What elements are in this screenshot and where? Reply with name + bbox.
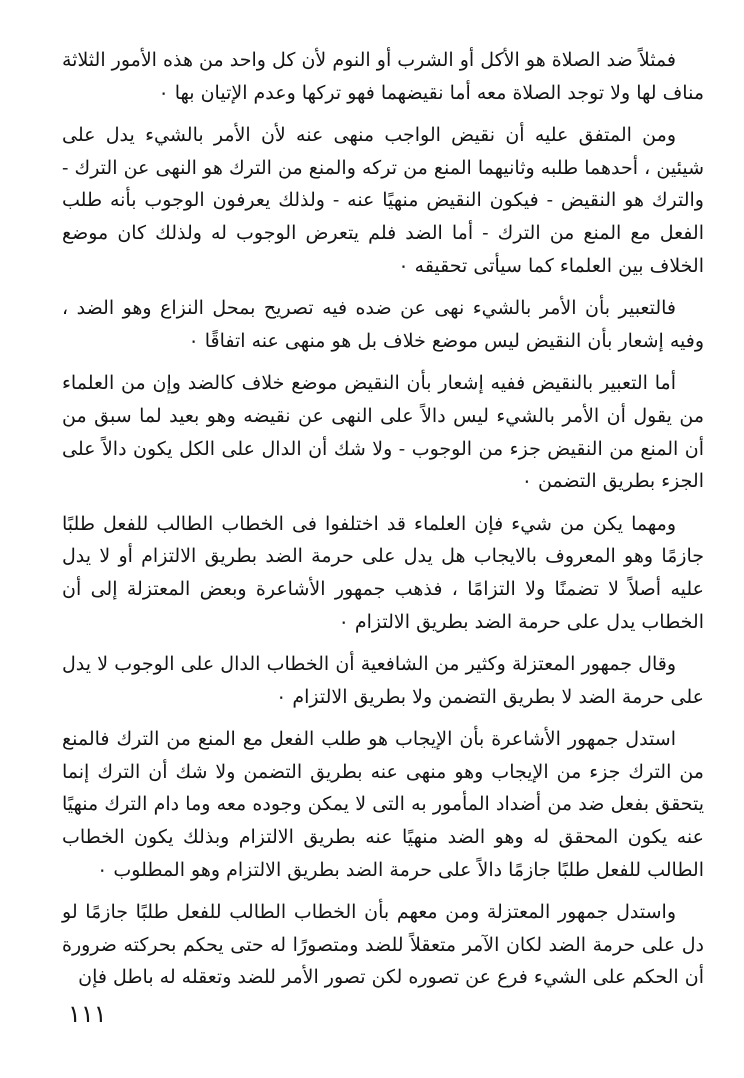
paragraph-1: فمثلاً ضد الصلاة هو الأكل أو الشرب أو النوم لأن كل واحد من هذه الأمور الثلاثة مناف لها ولا توجد الصلاة معه أما نقيضهما فهو تركها وعدم الإتيان بها ٠ [62, 49, 704, 104]
paragraph-4: أما التعبير بالنقيض ففيه إشعار بأن النقيض موضع خلاف كالضد وإن من العلماء من يقول أن الأمر بالشيء ليس دالاً على النهى عن نقيضه وهو بعيد لما سبق من أن المنع من النقيض جزء من الوجوب - ولا شك أن الدال على الكل يكون دالاً على الجزء بطريق التضمن ٠ [62, 372, 704, 493]
paragraph-8: واستدل جمهور المعتزلة ومن معهم بأن الخطاب الطالب للفعل طلبًا جازمًا لو دل على حرمة الضد لكان الآمر متعقلاً للضد ومتصورًا له حتى يحكم بحركته ضرورة أن الحكم على الشيء فرع عن تصوره لكن تصور الأمر للضد وتعقله له باطل فإن [62, 901, 704, 989]
paragraph-6: وقال جمهور المعتزلة وكثير من الشافعية أن الخطاب الدال على الوجوب لا يدل على حرمة الضد لا بطريق التضمن ولا بطريق الالتزام ٠ [62, 653, 704, 708]
paragraph-3: فالتعبير بأن الأمر بالشيء نهى عن ضده فيه تصريح بمحل النزاع وهو الضد ، وفيه إشعار بأن النقيض ليس موضع خلاف بل هو منهى عنه اتفاقًا ٠ [62, 297, 704, 352]
page-number: ١١١ [68, 1000, 107, 1028]
paragraph-5: ومهما يكن من شيء فإن العلماء قد اختلفوا فى الخطاب الطالب للفعل طلبًا جازمًا وهو المعروف بالايجاب هل يدل على حرمة الضد بطريق الالتزام أو لا يدل عليه أصلاً لا تضمنًا ولا التزامًا ، فذهب جمهور الأشاعرة وبعض المعتزلة إلى أن الخطاب يدل على حرمة الضد بطريق الالتزام ٠ [62, 512, 704, 633]
paragraph-2: ومن المتفق عليه أن نقيض الواجب منهى عنه لأن الأمر بالشيء يدل على شيئين ، أحدهما طلبه وثانيهما المنع من تركه والمنع من الترك هو النهى عن الترك - والترك هو النقيض - فيكون النقيض منهيًا عنه - ولذلك يعرفون الوجوب بأنه طلب الفعل مع المنع من الترك - أما الضد فلم يتعرض الوجوب له ولذلك كان موضع الخلاف بين العلماء كما سيأتى تحقيقه ٠ [62, 124, 704, 277]
page-body [62, 44, 704, 1004]
paragraph-7: استدل جمهور الأشاعرة بأن الإيجاب هو طلب الفعل مع المنع من الترك فالمنع من الترك جزء من الإيجاب وهو منهى عنه بطريق التضمن ولا شك أن الترك إنما يتحقق بفعل ضد من أضداد المأمور به التى لا يمكن وجوده معه وما دام الترك منهيًا عنه يكون المحقق له وهو الضد منهيًا عنه بطريق الالتزام وبذلك يكون الخطاب الطالب للفعل طلبًا جازمًا دالاً على حرمة الضد بطريق الالتزام وهو المطلوب ٠ [62, 728, 704, 881]
